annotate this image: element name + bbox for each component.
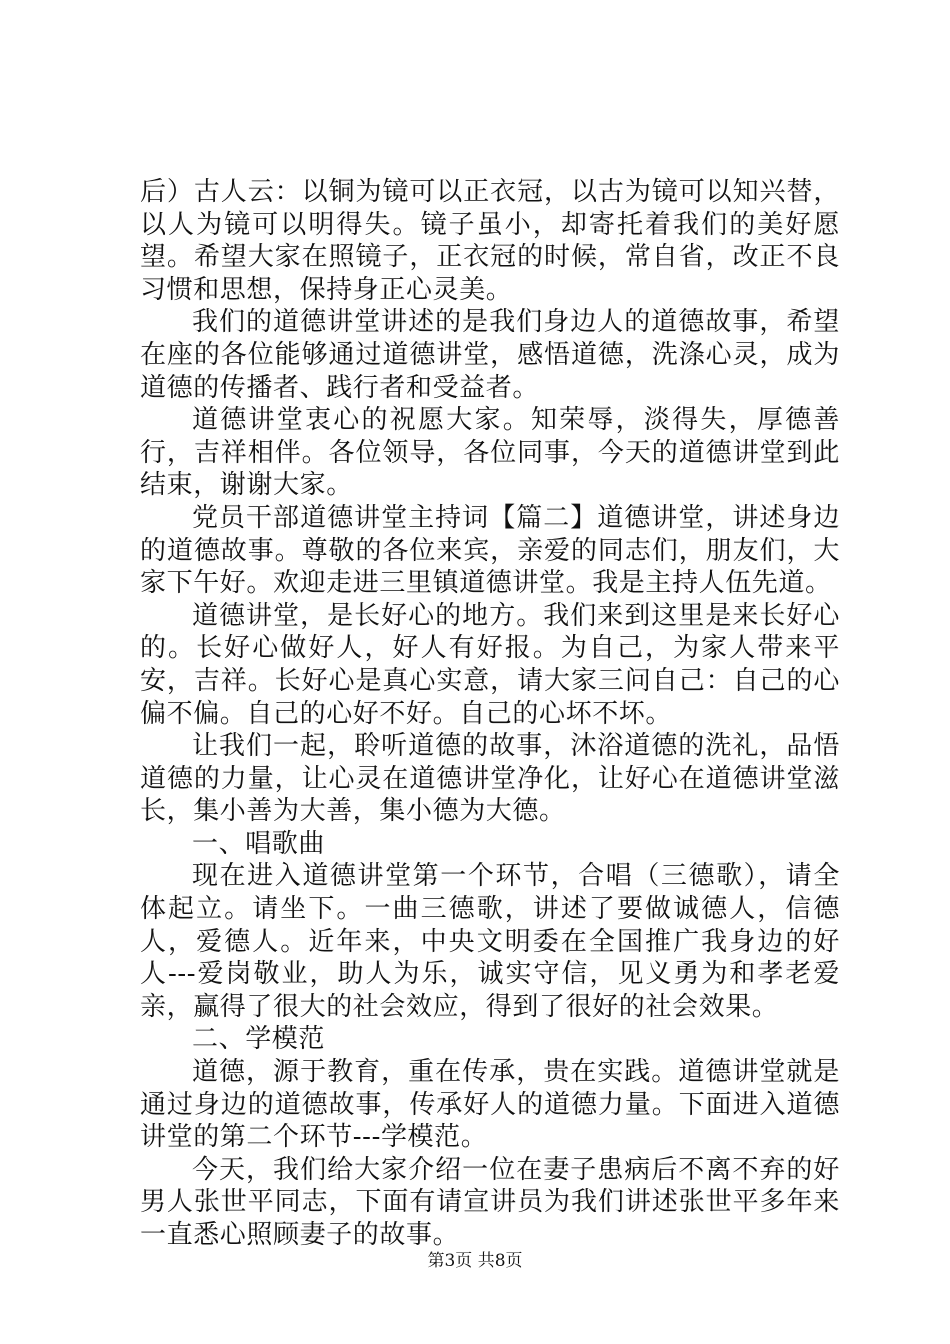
paragraph: 道德讲堂衷心的祝愿大家。知荣辱，淡得失，厚德善行，吉祥相伴。各位领导，各位同事，今天的道德讲堂到此结束，谢谢大家。	[140, 405, 840, 501]
section-heading: 二、学模范	[192, 1024, 326, 1055]
paragraph: 党员干部道德讲堂主持词【篇二】道德讲堂，讲述身边的道德故事。尊敬的各位来宾，亲爱的同志们，朋友们，大家下午好。欢迎走进三里镇道德讲堂。我是主持人伍先道。	[140, 502, 840, 599]
paragraph: 今天，我们给大家介绍一位在妻子患病后不离不弃的好男人张世平同志，下面有请宣讲员为我们讲述张世平多年来一直悉心照顾妻子的故事。	[140, 1154, 840, 1250]
document-body	[140, 176, 840, 1252]
paragraph: 现在进入道德讲堂第一个环节，合唱（三德歌），请全体起立。请坐下。一曲三德歌，讲述了要做诚德人，信德人，爱德人。近年来，中央文明委在全国推广我身边的好人---爱岗敬业，助人为乐，诚实守信，见义勇为和孝老爱亲，赢得了很大的社会效应，得到了很好的社会效果。	[140, 861, 840, 1022]
paragraph: 让我们一起，聆听道德的故事，沐浴道德的洗礼，品悟道德的力量，让心灵在道德讲堂净化，让好心在道德讲堂滋长，集小善为大善，集小德为大德。	[140, 731, 840, 827]
section-heading: 一、唱歌曲	[192, 828, 326, 859]
paragraph: 我们的道德讲堂讲述的是我们身边人的道德故事，希望在座的各位能够通过道德讲堂，感悟道德，洗涤心灵，成为道德的传播者、践行者和受益者。	[140, 307, 840, 403]
page-number: 第3页 共8页	[427, 1251, 523, 1271]
paragraph: 道德讲堂，是长好心的地方。我们来到这里是来长好心的。长好心做好人，好人有好报。为自己，为家人带来平安，吉祥。长好心是真心实意，请大家三问自己：自己的心偏不偏。自己的心好不好。自己的心坏不坏。	[140, 600, 840, 729]
paragraph: 后）古人云：以铜为镜可以正衣冠，以古为镜可以知兴替，以人为镜可以明得失。镜子虽小，却寄托着我们的美好愿望。希望大家在照镜子，正衣冠的时候，常自省，改正不良习惯和思想，保持身正心灵美。	[140, 177, 840, 305]
paragraph: 道德，源于教育，重在传承，贵在实践。道德讲堂就是通过身边的道德故事，传承好人的道德力量。下面进入道德讲堂的第二个环节---学模范。	[140, 1057, 840, 1153]
